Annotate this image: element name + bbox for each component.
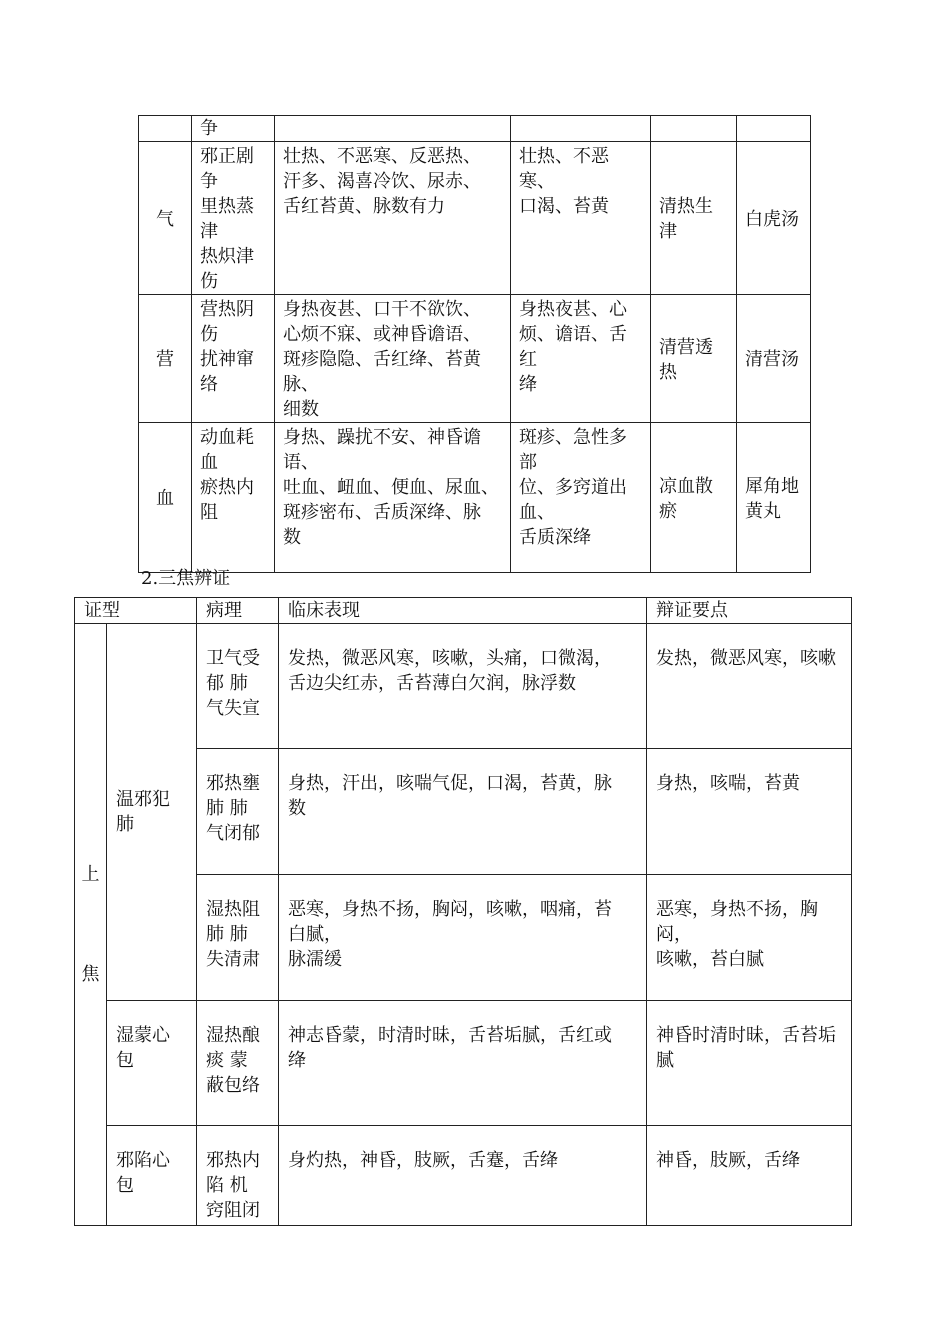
header-row bbox=[75, 598, 852, 624]
formula-cell: 白虎汤 bbox=[737, 142, 811, 295]
level-cell: 营 bbox=[139, 295, 192, 423]
method-cell: 清营透 热 bbox=[651, 295, 737, 423]
jiao-label-cell bbox=[75, 624, 107, 1226]
pathology-cell: 动血耗 血 瘀热内 阻 bbox=[192, 423, 275, 573]
key-points-cell: 壮热、不恶寒、 口渴、苔黄 bbox=[511, 142, 651, 295]
table-row bbox=[139, 295, 811, 423]
syndrome-group-cell: 邪陷心 包 bbox=[107, 1126, 197, 1226]
clinical-cell: 身热，汗出，咳喘气促，口渴，苔黄，脉 数 bbox=[279, 749, 647, 875]
clinical-cell: 恶寒，身热不扬，胸闷，咳嗽，咽痛，苔 白腻， 脉濡缓 bbox=[279, 875, 647, 1001]
pathology-cell: 邪热内 陷 机 窍阻闭 bbox=[197, 1126, 279, 1226]
key-points-cell: 发热，微恶风寒，咳嗽 bbox=[647, 624, 852, 749]
symptoms-cell: 身热夜甚、口干不欲饮、 心烦不寐、或神昏谵语、 斑疹隐隐、舌红绛、苔黄 脉、 细数 bbox=[275, 295, 511, 423]
level-cell: 血 bbox=[139, 423, 192, 573]
pathology-cell: 邪热壅 肺 肺 气闭郁 bbox=[197, 749, 279, 875]
clinical-cell: 发热，微恶风寒，咳嗽，头痛，口微渴， 舌边尖红赤，舌苔薄白欠润，脉浮数 bbox=[279, 624, 647, 749]
method-cell: 清热生 津 bbox=[651, 142, 737, 295]
header-pathology: 病理 bbox=[197, 598, 279, 624]
pathology-cell: 湿热阻 肺 肺 失清肃 bbox=[197, 875, 279, 1001]
header-key-points: 辩证要点 bbox=[647, 598, 852, 624]
method-cell bbox=[651, 116, 737, 142]
symptoms-cell: 壮热、不恶寒、反恶热、 汗多、渴喜冷饮、尿赤、 舌红苔黄、脉数有力 bbox=[275, 142, 511, 295]
clinical-cell: 神志昏蒙，时清时昧，舌苔垢腻，舌红或 绛 bbox=[279, 1001, 647, 1126]
jiao-bottom-char: 焦 bbox=[81, 964, 100, 985]
table-row bbox=[139, 142, 811, 295]
key-points-cell: 恶寒，身热不扬，胸闷， 咳嗽，苔白腻 bbox=[647, 875, 852, 1001]
key-points-cell: 神昏时清时昧，舌苔垢 腻 bbox=[647, 1001, 852, 1126]
table-row bbox=[139, 423, 811, 573]
san-jiao-table bbox=[74, 597, 852, 1226]
table-row bbox=[139, 116, 811, 142]
jiao-top-char: 上 bbox=[81, 864, 100, 885]
header-clinical: 临床表现 bbox=[279, 598, 647, 624]
clinical-cell: 身灼热，神昏，肢厥，舌蹇，舌绛 bbox=[279, 1126, 647, 1226]
level-cell: 气 bbox=[139, 142, 192, 295]
table-row bbox=[75, 624, 852, 749]
key-points-cell: 斑疹、急性多 部 位、多窍道出 血、 舌质深绛 bbox=[511, 423, 651, 573]
symptoms-cell: 身热、躁扰不安、神昏谵 语、 吐血、衄血、便血、尿血、 斑疹密布、舌质深绛、脉 数 bbox=[275, 423, 511, 573]
syndrome-group-cell: 温邪犯 肺 bbox=[107, 624, 197, 1001]
formula-cell: 清营汤 bbox=[737, 295, 811, 423]
formula-cell: 犀角地 黄丸 bbox=[737, 423, 811, 573]
pathology-cell: 卫气受 郁 肺 气失宣 bbox=[197, 624, 279, 749]
method-cell: 凉血散 瘀 bbox=[651, 423, 737, 573]
pathology-cell: 营热阴 伤 扰神窜 络 bbox=[192, 295, 275, 423]
table-row bbox=[75, 1001, 852, 1126]
level-cell bbox=[139, 116, 192, 142]
table-row bbox=[75, 1126, 852, 1226]
key-points-cell: 身热，咳喘，苔黄 bbox=[647, 749, 852, 875]
syndrome-group-cell: 湿蒙心 包 bbox=[107, 1001, 197, 1126]
key-points-cell bbox=[511, 116, 651, 142]
symptoms-cell bbox=[275, 116, 511, 142]
pathology-cell: 湿热酿 痰 蒙 蔽包络 bbox=[197, 1001, 279, 1126]
formula-cell bbox=[737, 116, 811, 142]
pathology-cell: 邪正剧 争 里热蒸 津 热炽津 伤 bbox=[192, 142, 275, 295]
key-points-cell: 神昏，肢厥，舌绛 bbox=[647, 1126, 852, 1226]
section-caption: 2.三焦辨证 bbox=[141, 568, 231, 589]
header-type: 证型 bbox=[75, 598, 197, 624]
wei-qi-ying-xue-table bbox=[138, 115, 811, 573]
pathology-cell: 争 bbox=[192, 116, 275, 142]
key-points-cell: 身热夜甚、心 烦、谵语、舌 红 绛 bbox=[511, 295, 651, 423]
